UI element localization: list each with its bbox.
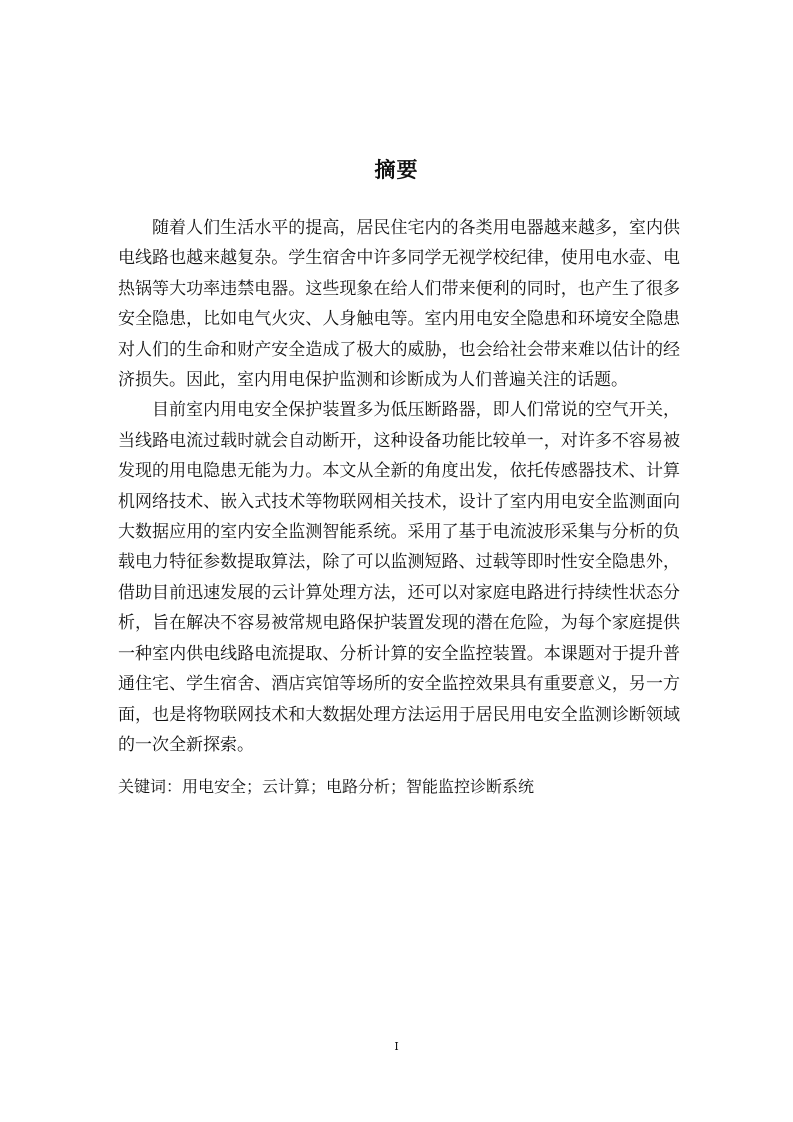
page-number: I: [394, 1040, 399, 1053]
abstract-paragraph-1: 随着人们生活水平的提高，居民住宅内的各类用电器越来越多，室内供电线路也越来越复杂。学生宿舍中许多同学无视学校纪律，使用电水壶、电热锅等大功率违禁电器。这些现象在给人们带来便利的同时，也产生了很多安全隐患，比如电气火灾、人身触电等。室内用电安全隐患和环境安全隐患对人们的生命和财产安全造成了极大的威胁，也会给社会带来难以估计的经济损失。因此，室内用电保护监测和诊断成为人们普遍关注的话题。: [118, 218, 680, 391]
abstract-body: [118, 213, 680, 760]
page-title: 摘要: [374, 157, 419, 182]
abstract-paragraph-2: 目前室内用电安全保护装置多为低压断路器，即人们常说的空气开关，当线路电流过载时就会自动断开，这种设备功能比较单一，对许多不容易被发现的用电隐患无能为力。本文从全新的角度出发，依托传感器技术、计算机网络技术、嵌入式技术等物联网相关技术，设计了室内用电安全监测面向大数据应用的室内安全监测智能系统。采用了基于电流波形采集与分析的负载电力特征参数提取算法，除了可以监测短路、过载等即时性安全隐患外，借助目前迅速发展的云计算处理方法，还可以对家庭电路进行持续性状态分析，旨在解决不容易被常规电路保护装置发现的潜在危险，为每个家庭提供一种室内供电线路电流提取、分析计算的安全监控装置。本课题对于提升普通住宅、学生宿舍、酒店宾馆等场所的安全监控效果具有重要意义，另一方面，也是将物联网技术和大数据处理方法运用于居民用电安全监测诊断领域的一次全新探索。: [118, 400, 680, 755]
keywords-line: 关键词：用电安全；云计算；电路分析；智能监控诊断系统: [118, 777, 535, 796]
